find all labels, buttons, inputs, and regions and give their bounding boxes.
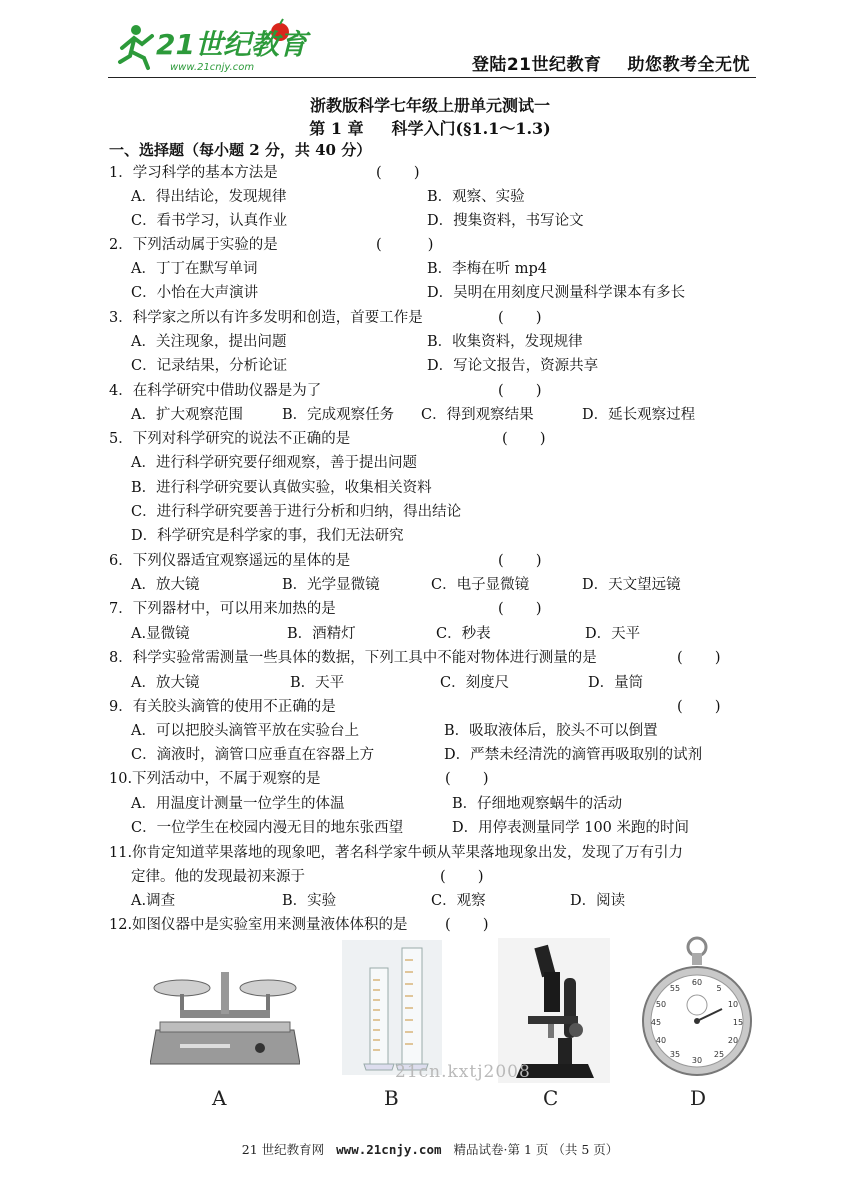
question-7-option-d: D．天平: [585, 626, 641, 642]
question-4-option-b: B．完成观察任务: [282, 407, 395, 423]
page-title: 浙教版科学七年级上册单元测试一: [309, 96, 550, 115]
question-7-answer-blank: ( ): [498, 601, 542, 617]
question-2-option-b: B．李梅在听 mp4: [427, 261, 548, 277]
question-7-option-a: A.显微镜: [131, 626, 190, 642]
question-9-stem: 9．有关胶头滴管的使用不正确的是: [109, 699, 336, 715]
question-3-option-b: B．收集资料，发现规律: [427, 334, 583, 350]
question-6-answer-blank: ( ): [498, 553, 542, 569]
question-11-stem-continued: 定律。他的发现最初来源于: [131, 869, 305, 885]
svg-text:45: 45: [650, 1018, 662, 1027]
question-3-option-a: A．关注现象，提出问题: [131, 334, 287, 350]
question-6-option-c: C．电子显微镜: [431, 577, 530, 593]
footer-url: www.21cnjy.com: [336, 1142, 442, 1157]
question-5-option-a: A．进行科学研究要仔细观察，善于提出问题: [131, 455, 417, 471]
page-footer: [0, 1140, 860, 1158]
svg-text:60: 60: [691, 978, 703, 987]
question-12-answer-blank: ( ): [445, 917, 489, 933]
question-11-option-d: D．阅读: [570, 893, 626, 909]
balance-scale-image: [150, 960, 300, 1084]
question-9-option-d: D．严禁未经清洗的滴管再吸取别的试剂: [444, 747, 703, 763]
question-3-answer-blank: ( ): [498, 310, 542, 326]
question-11-option-a: A.调查: [131, 893, 176, 909]
question-2-option-c: C．小怡在大声演讲: [131, 285, 259, 301]
svg-text:35: 35: [669, 1050, 681, 1059]
svg-text:40: 40: [655, 1036, 667, 1045]
svg-text:30: 30: [691, 1056, 703, 1065]
graduated-cylinder-image: [342, 940, 442, 1079]
question-10-option-a: A．用温度计测量一位学生的体温: [131, 796, 345, 812]
logo-text: 21世纪教育: [156, 28, 307, 61]
figure-label-d: D: [690, 1086, 707, 1110]
question-5-answer-blank: ( ): [502, 431, 546, 447]
question-5-option-d: D．科学研究是科学家的事，我们无法研究: [131, 528, 404, 544]
page-header: [0, 0, 860, 80]
question-6-option-b: B．光学显微镜: [282, 577, 380, 593]
question-8-option-d: D．量筒: [588, 675, 644, 691]
question-12-stem: 12.如图仪器中是实验室用来测量液体体积的是: [109, 917, 408, 933]
question-6-stem: 6．下列仪器适宜观察遥远的星体的是: [109, 553, 351, 569]
question-10-option-b: B．仔细地观察蜗牛的活动: [452, 796, 623, 812]
watermark-text: 21cn.kxtj2008: [395, 1062, 531, 1082]
footer-site-name: 21 世纪教育网: [241, 1142, 325, 1157]
question-7-stem: 7．下列器材中，可以用来加热的是: [109, 601, 336, 617]
question-9-option-b: B．吸取液体后，胶头不可以倒置: [444, 723, 658, 739]
figure-label-b: B: [384, 1086, 399, 1110]
question-8-answer-blank: ( ): [677, 650, 721, 666]
header-rule: [108, 77, 756, 78]
logo-url: www.21cnjy.com: [170, 62, 255, 73]
question-4-option-c: C．得到观察结果: [421, 407, 534, 423]
question-3-stem: 3．科学家之所以有许多发明和创造，首要工作是: [109, 310, 423, 326]
question-9-answer-blank: ( ): [677, 699, 721, 715]
svg-text:20: 20: [727, 1036, 739, 1045]
question-10-stem: 10.下列活动中，不属于观察的是: [109, 771, 321, 787]
section-heading: 一、选择题（每小题 2 分，共 40 分）: [109, 141, 372, 159]
question-11-answer-blank: ( ): [440, 869, 484, 885]
question-1-option-d: D．搜集资料，书写论文: [427, 213, 584, 229]
question-6-option-d: D．天文望远镜: [582, 577, 681, 593]
question-5-option-b: B．进行科学研究要认真做实验，收集相关资料: [131, 480, 432, 496]
svg-text:50: 50: [655, 1000, 667, 1009]
question-3-option-d: D．写论文报告，资源共享: [427, 358, 599, 374]
question-10-option-d: D．用停表测量同学 100 米跑的时间: [452, 820, 690, 836]
slogan-left: 登陆21世纪教育: [471, 55, 602, 75]
chapter-title: [0, 116, 860, 139]
chapter-number: 第 1 章: [309, 119, 364, 138]
svg-text:15: 15: [732, 1018, 744, 1027]
question-8-option-a: A．放大镜: [131, 675, 200, 691]
question-1-answer-blank: ( ): [376, 165, 420, 181]
question-4-stem: 4．在科学研究中借助仪器是为了: [109, 383, 322, 399]
question-8-option-c: C．刻度尺: [440, 675, 510, 691]
question-8-stem: 8．科学实验常需测量一些具体的数据，下列工具中不能对物体进行测量的是: [109, 650, 597, 666]
figure-label-c: C: [543, 1086, 559, 1110]
question-11-option-c: C．观察: [431, 893, 486, 909]
question-10-answer-blank: ( ): [445, 771, 489, 787]
site-logo: [112, 18, 312, 74]
svg-text:5: 5: [716, 984, 722, 993]
question-7-option-b: B．酒精灯: [287, 626, 356, 642]
question-1-option-b: B．观察、实验: [427, 189, 525, 205]
question-1-stem: 1．学习科学的基本方法是: [109, 165, 278, 181]
question-2-stem: 2．下列活动属于实验的是: [109, 237, 278, 253]
question-10-option-c: C．一位学生在校园内漫无目的地东张西望: [131, 820, 404, 836]
svg-text:10: 10: [727, 1000, 739, 1009]
question-2-option-d: D．吴明在用刻度尺测量科学课本有多长: [427, 285, 686, 301]
question-7-option-c: C．秒表: [436, 626, 491, 642]
question-2-answer-blank: ( ): [376, 237, 434, 253]
question-3-option-c: C．记录结果，分析论证: [131, 358, 288, 374]
question-11-option-b: B．实验: [282, 893, 337, 909]
svg-text:55: 55: [669, 984, 681, 993]
question-8-option-b: B．天平: [290, 675, 345, 691]
question-4-option-d: D．延长观察过程: [582, 407, 696, 423]
footer-page-info: 精品试卷·第 1 页 （共 5 页）: [453, 1142, 619, 1157]
question-4-answer-blank: ( ): [498, 383, 542, 399]
question-9-option-a: A．可以把胶头滴管平放在实验台上: [131, 723, 359, 739]
question-5-option-c: C．进行科学研究要善于进行分析和归纳，得出结论: [131, 504, 462, 520]
header-slogan: [446, 50, 750, 75]
question-9-option-c: C．滴液时，滴管口应垂直在容器上方: [131, 747, 375, 763]
stopwatch-image: [640, 935, 755, 1084]
chapter-topic: 科学入门(§1.1～1.3): [391, 119, 551, 138]
question-4-option-a: A．扩大观察范围: [131, 407, 243, 423]
question-6-option-a: A．放大镜: [131, 577, 200, 593]
figure-label-a: A: [212, 1086, 227, 1110]
question-11-stem: 11.你肯定知道苹果落地的现象吧，著名科学家牛顿从苹果落地现象出发，发现了万有引力: [109, 845, 684, 861]
svg-text:25: 25: [713, 1050, 725, 1059]
question-5-stem: 5．下列对科学研究的说法不正确的是: [109, 431, 351, 447]
question-1-option-c: C．看书学习，认真作业: [131, 213, 288, 229]
question-1-option-a: A．得出结论，发现规律: [131, 189, 287, 205]
slogan-right: 助您教考全无忧: [627, 55, 750, 75]
question-2-option-a: A．丁丁在默写单词: [131, 261, 258, 277]
